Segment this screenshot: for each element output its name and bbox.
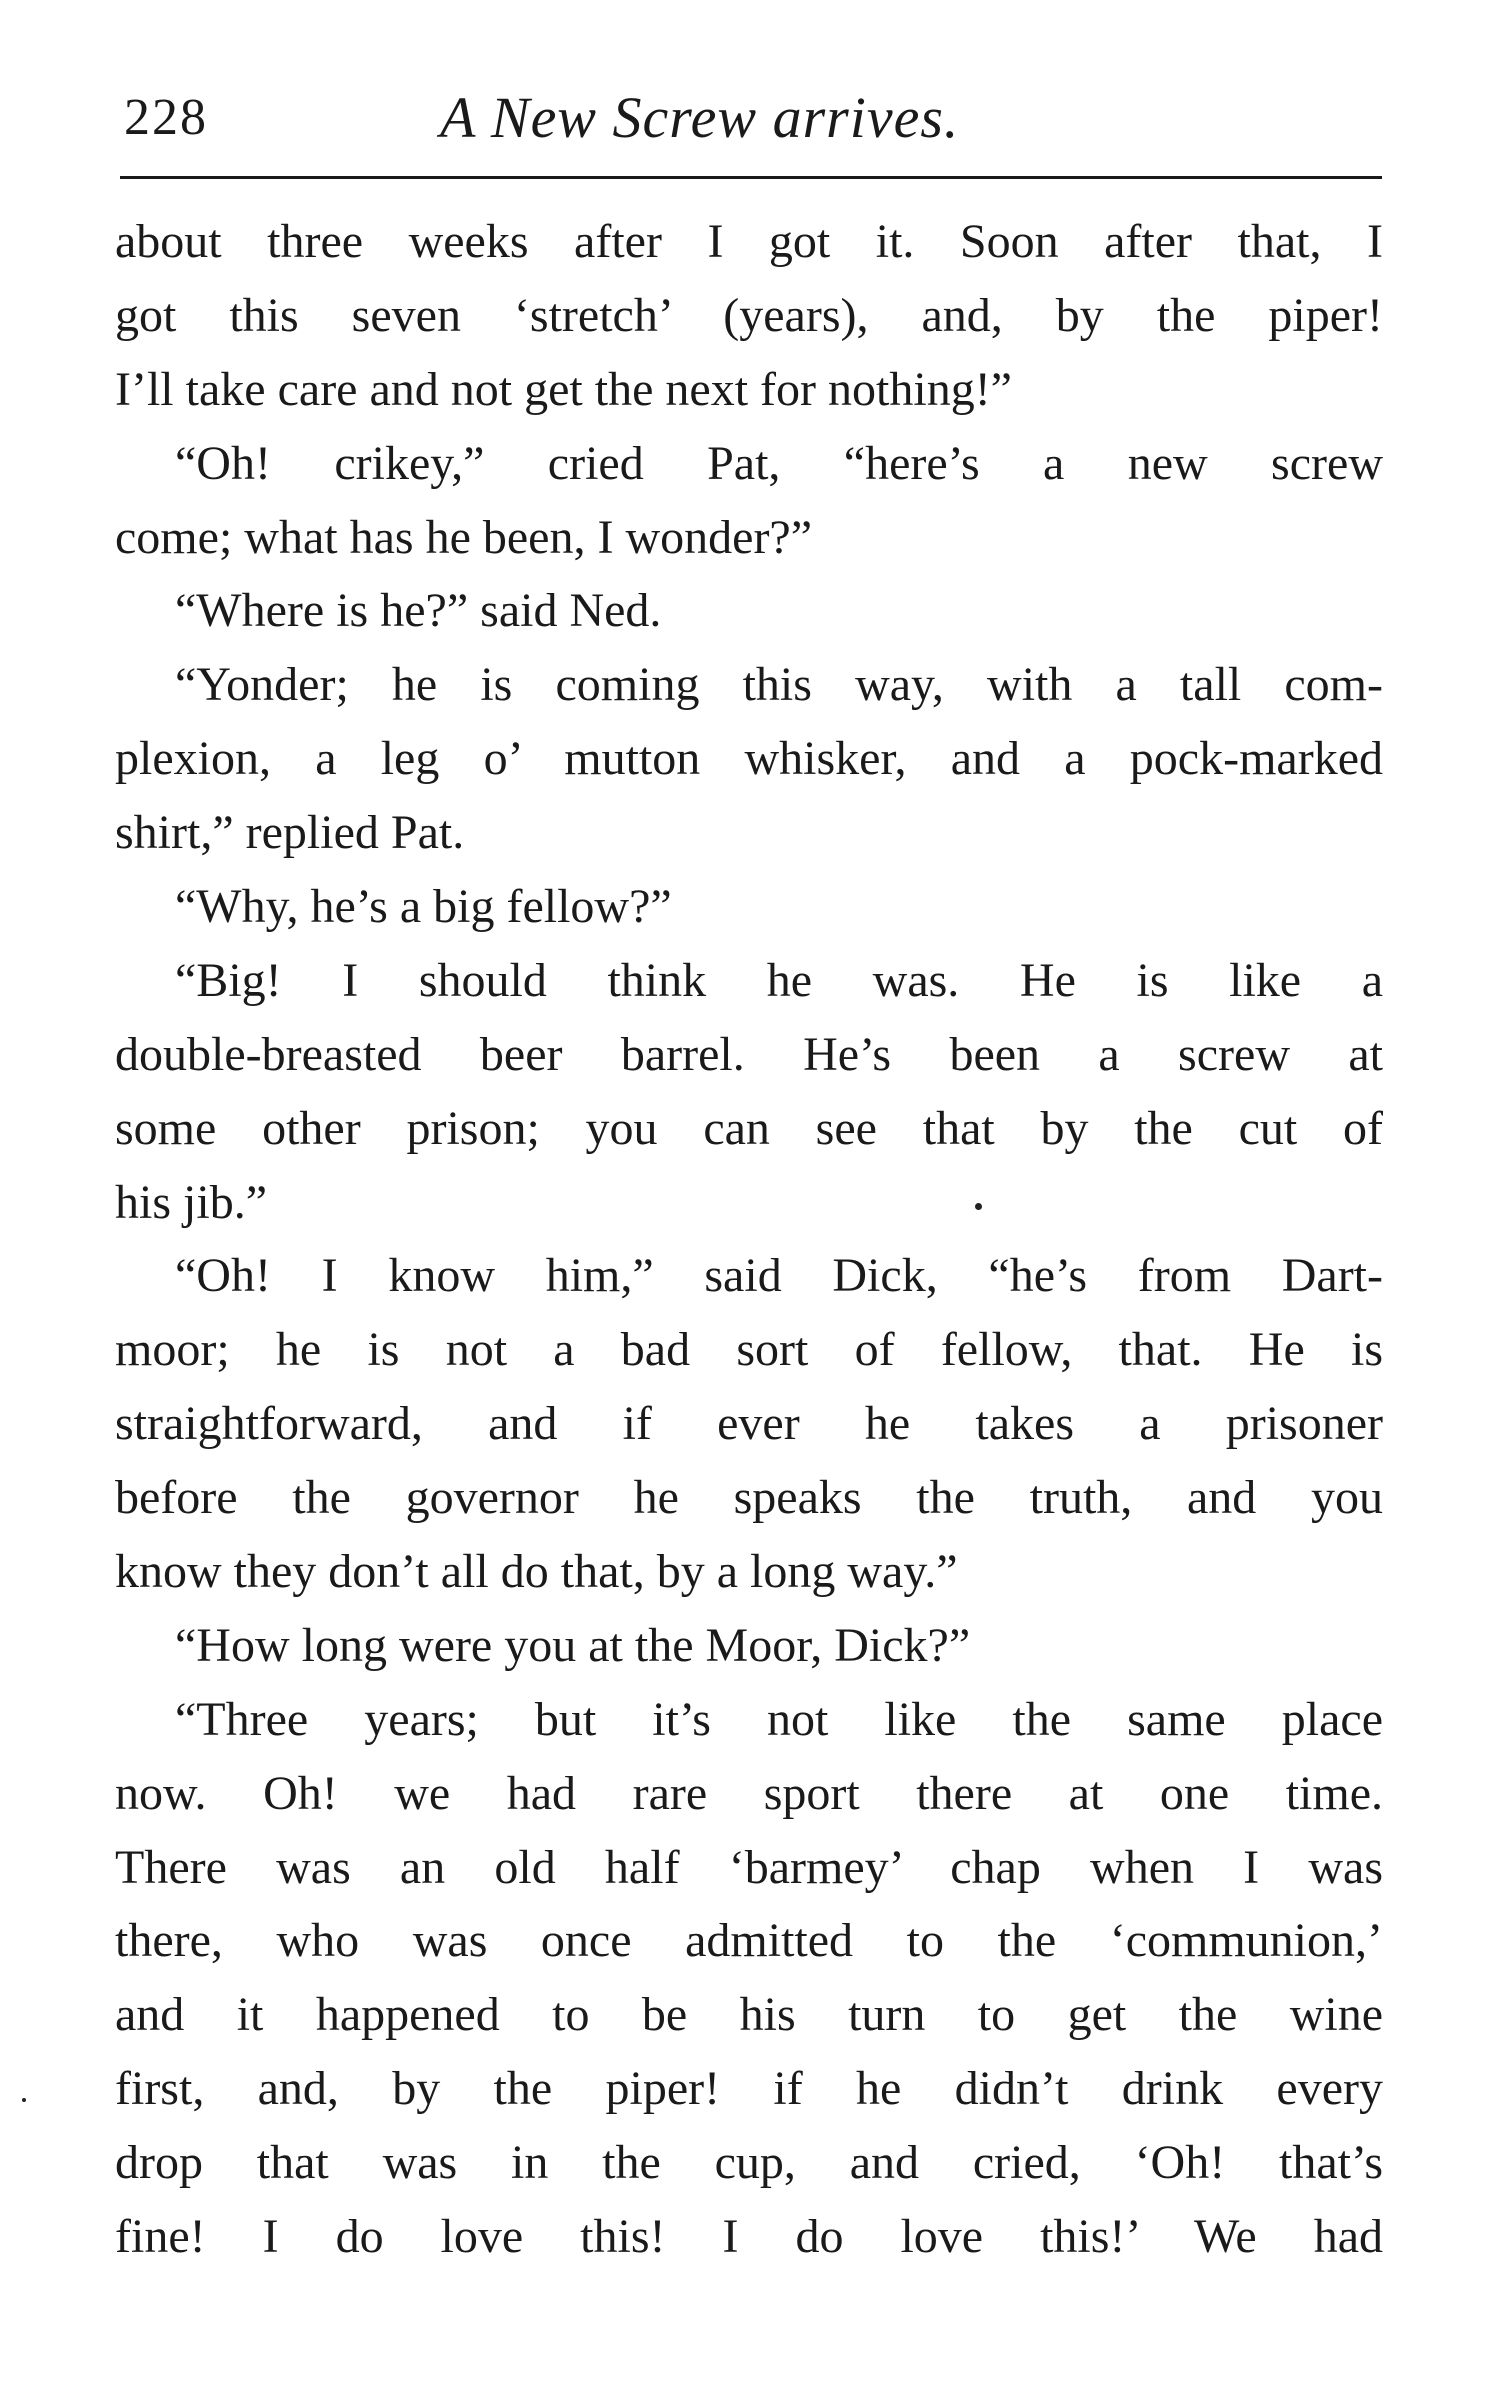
text-line: I’ll take care and not get the next for nothing!” — [115, 362, 1012, 416]
text-line: “Three years; but it’s not like the same place — [175, 1692, 1383, 1746]
header-rule — [120, 176, 1382, 179]
ink-speck — [22, 2098, 26, 2102]
page-number: 228 — [124, 89, 208, 146]
text-line: “Oh! crikey,” cried Pat, “here’s a new screw — [175, 436, 1383, 490]
text-line: shirt,” replied Pat. — [115, 806, 465, 860]
text-line: now. Oh! we had rare sport there at one time. — [115, 1766, 1383, 1820]
text-line: “How long were you at the Moor, Dick?” — [175, 1618, 971, 1672]
text-line: “Big! I should think he was. He is like a — [175, 953, 1383, 1007]
text-line: got this seven ‘stretch’ (years), and, by the piper! — [115, 288, 1383, 342]
text-line: about three weeks after I got it. Soon after that, I — [115, 215, 1383, 268]
text-line: fine! I do love this! I do love this!’ We had — [115, 2210, 1383, 2264]
ink-speck — [975, 1203, 982, 1210]
text-line: before the governor he speaks the truth, and you — [115, 1471, 1383, 1525]
text-line: some other prison; you can see that by the cut of — [115, 1101, 1383, 1155]
text-line: and it happened to be his turn to get the wine — [115, 1988, 1383, 2042]
text-line: “Where is he?” said Ned. — [175, 584, 662, 638]
text-line: plexion, a leg o’ mutton whisker, and a pock-marked — [115, 732, 1383, 786]
text-line: there, who was once admitted to the ‘communion,’ — [115, 1914, 1383, 1968]
text-line: come; what has he been, I wonder?” — [115, 510, 813, 564]
text-line: “Yonder; he is coming this way, with a tall com- — [175, 658, 1383, 712]
text-line: moor; he is not a bad sort of fellow, that. He is — [115, 1323, 1383, 1377]
page-header — [120, 78, 1382, 158]
text-line: “Why, he’s a big fellow?” — [175, 880, 672, 934]
text-line: straightforward, and if ever he takes a prisoner — [115, 1397, 1383, 1451]
text-line: first, and, by the piper! if he didn’t drink every — [115, 2062, 1383, 2116]
text-line: drop that was in the cup, and cried, ‘Oh! that’s — [115, 2136, 1383, 2190]
text-line: There was an old half ‘barmey’ chap when I was — [115, 1840, 1383, 1894]
running-title: A New Screw arrives. — [440, 85, 960, 150]
body-text — [115, 205, 1383, 2274]
text-line: double-breasted beer barrel. He’s been a screw at — [115, 1027, 1383, 1081]
text-line: know they don’t all do that, by a long way.” — [115, 1545, 958, 1599]
text-line: “Oh! I know him,” said Dick, “he’s from Dart- — [175, 1249, 1383, 1303]
text-line: his jib.” — [115, 1175, 267, 1229]
